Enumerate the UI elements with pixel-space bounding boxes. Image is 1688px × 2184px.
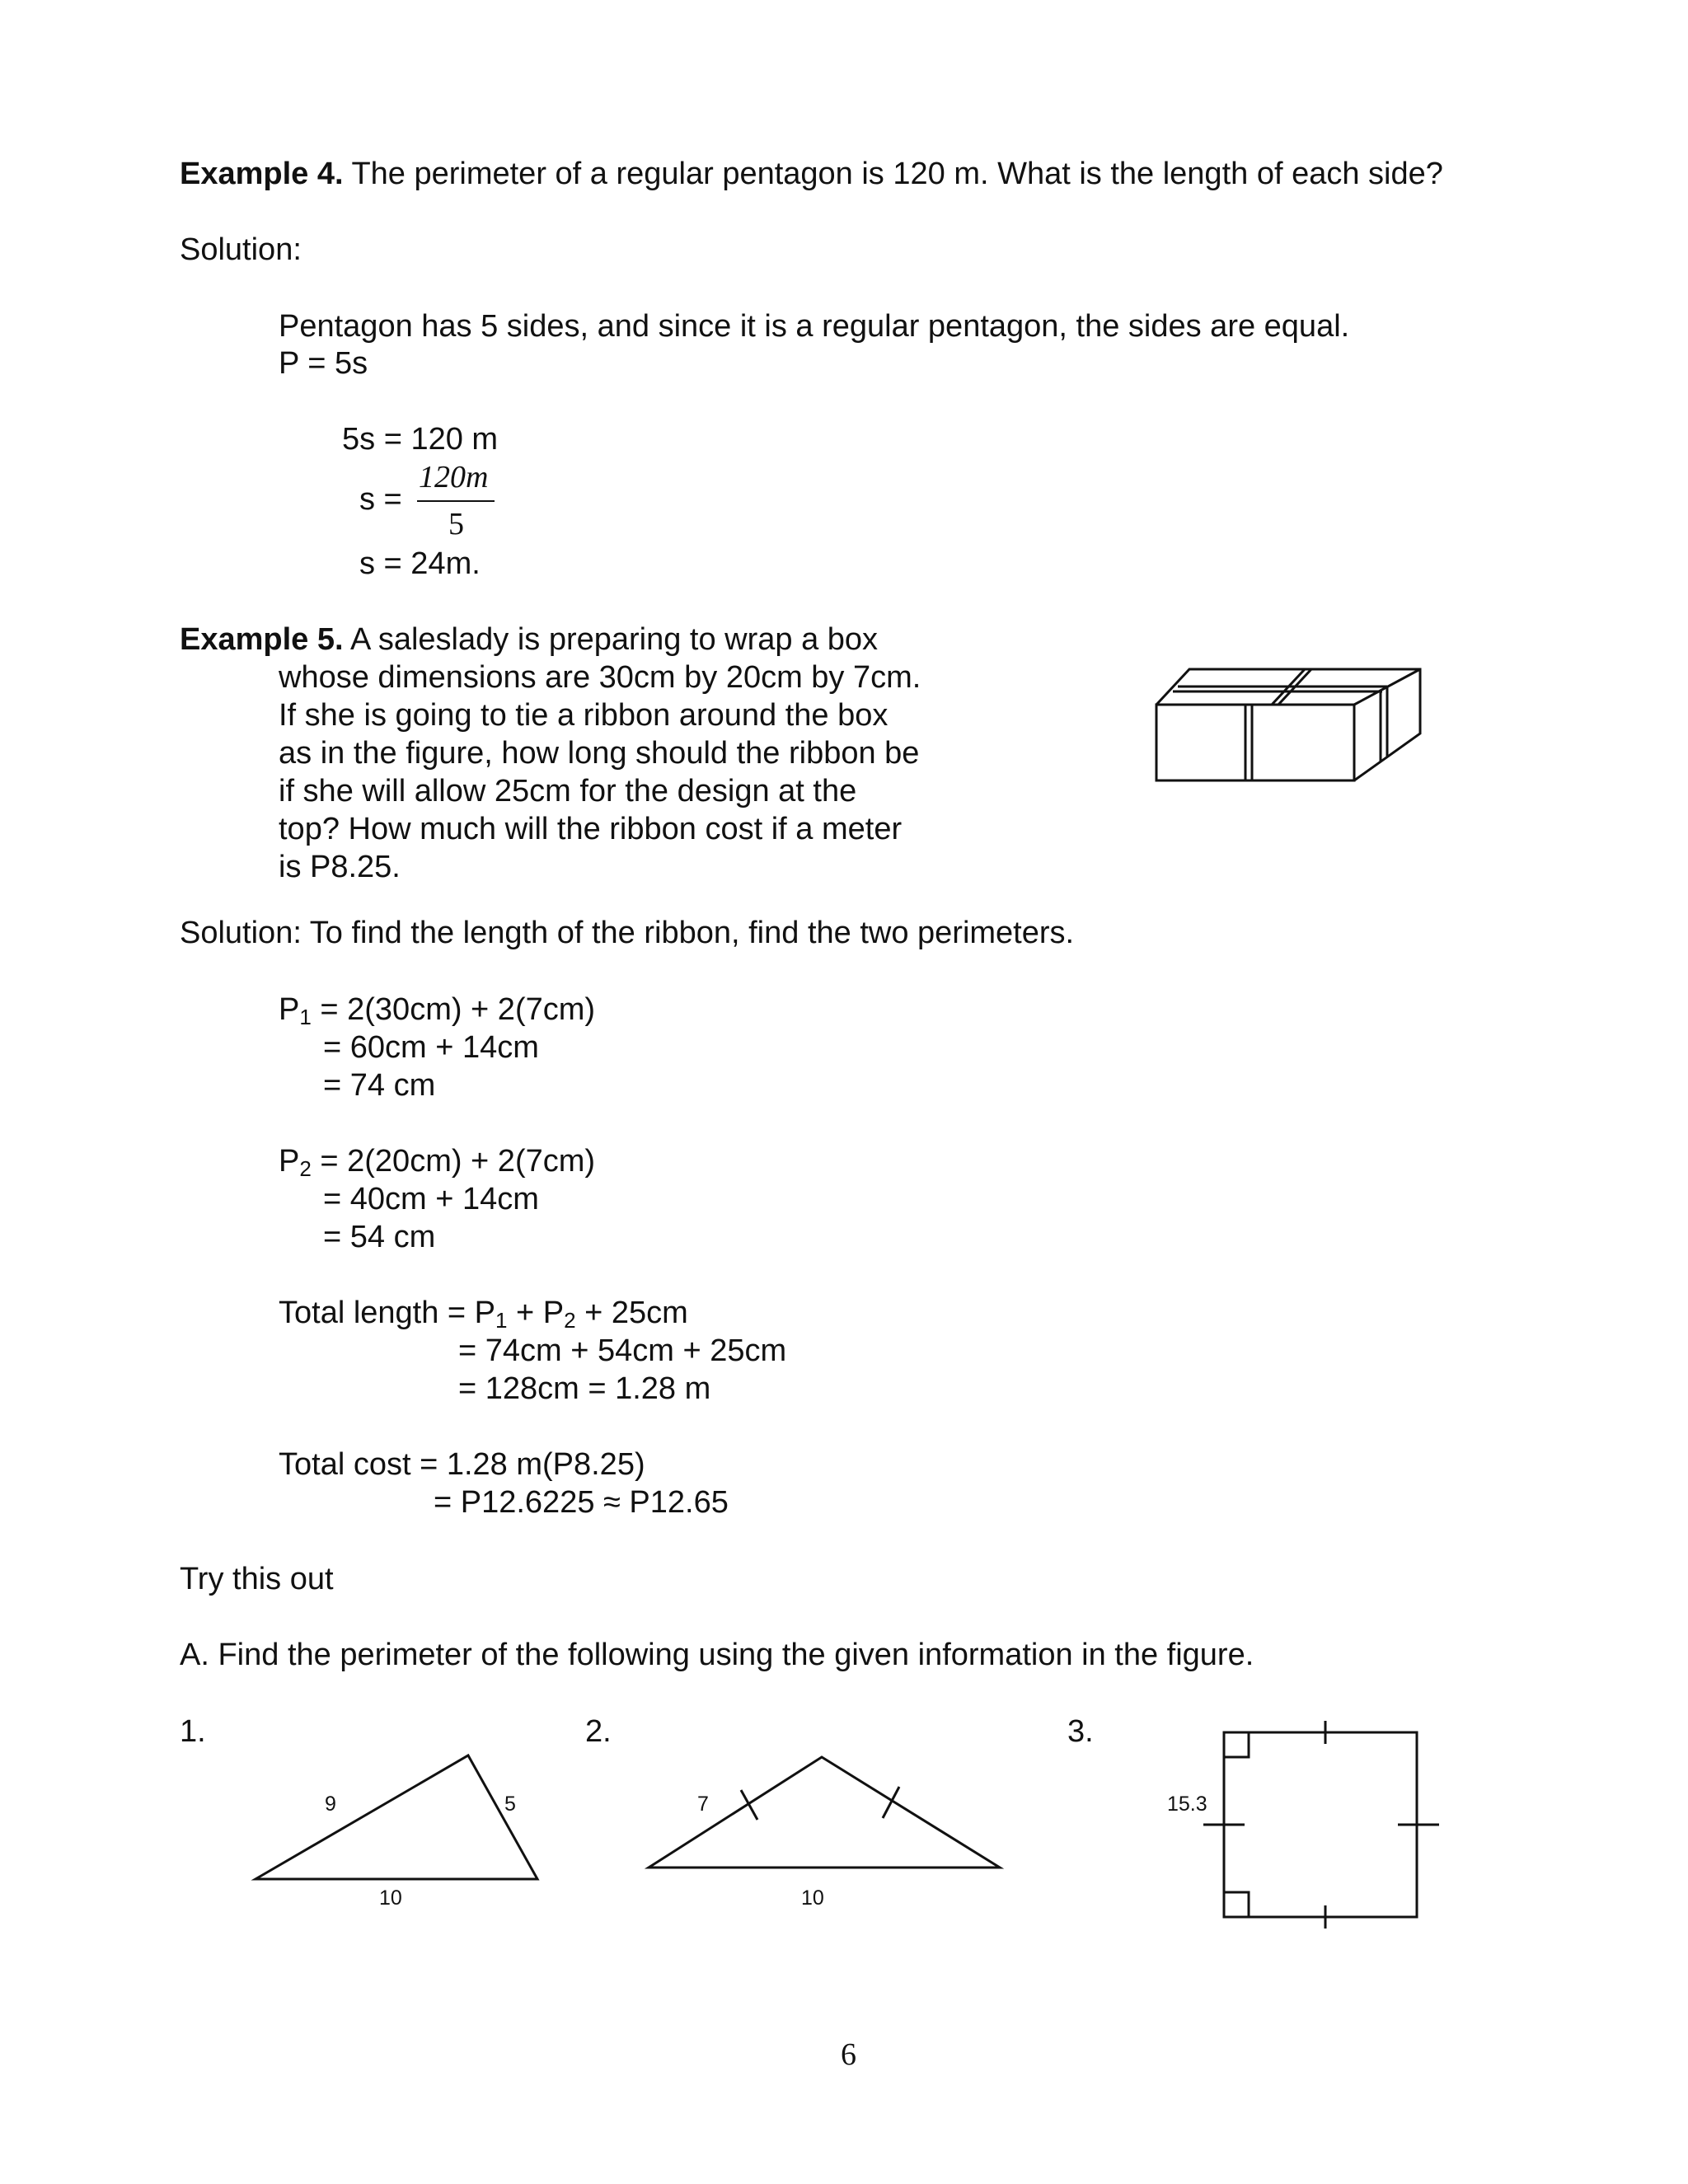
total-length-sub2: 2 xyxy=(564,1308,576,1333)
example4-solution-label: Solution: xyxy=(180,232,302,267)
figure-3-side-15-3: 15.3 xyxy=(1167,1793,1207,1816)
figure-1-side-5: 5 xyxy=(504,1793,516,1816)
ribbon-box-figure xyxy=(1150,659,1430,791)
total-length-mid: + P xyxy=(507,1296,565,1330)
example5-problem-line: If she is going to tie a ribbon around the box xyxy=(279,698,889,733)
example4-line xyxy=(180,155,1443,193)
figure-2-side-7: 7 xyxy=(697,1793,709,1816)
example4-step1: 5s = 120 m xyxy=(342,422,499,457)
page-number: 6 xyxy=(841,2037,856,2072)
total-length-suffix: + 25cm xyxy=(575,1296,688,1330)
example5-problem-line: top? How much will the ribbon cost if a meter xyxy=(279,812,903,846)
figure-2-triangle xyxy=(639,1747,1010,1879)
p1-expression: = 2(30cm) + 2(7cm) xyxy=(311,992,596,1027)
example4-step2-lhs: s = xyxy=(359,482,402,517)
example4-step3: s = 24m. xyxy=(359,546,481,581)
total-length-sub1: 1 xyxy=(495,1308,508,1333)
p2-line2: = 40cm + 14cm xyxy=(323,1182,539,1216)
example5-line-1 xyxy=(180,621,878,658)
p1-line3: = 74 cm xyxy=(323,1068,436,1103)
total-length-line2: = 74cm + 54cm + 25cm xyxy=(458,1333,787,1368)
example4-heading: Example 4. xyxy=(180,157,344,191)
p2-line3: = 54 cm xyxy=(323,1220,436,1254)
p1-line2: = 60cm + 14cm xyxy=(323,1030,539,1065)
total-length-line1 xyxy=(279,1294,688,1332)
figure-3-number: 3. xyxy=(1067,1714,1094,1749)
figure-3-square xyxy=(1195,1714,1451,1937)
p2-subscript: 2 xyxy=(299,1156,312,1181)
example5-problem-line: is P8.25. xyxy=(279,850,401,884)
p2-label: P xyxy=(279,1144,300,1179)
total-length-line3: = 128cm = 1.28 m xyxy=(458,1371,711,1406)
example4-fraction-numerator: 120m xyxy=(419,460,489,494)
p1-label: P xyxy=(279,992,300,1027)
exercise-instruction: A. Find the perimeter of the following using the given information in the figure. xyxy=(180,1638,1254,1672)
total-cost-line1: Total cost = 1.28 m(P8.25) xyxy=(279,1447,645,1482)
p1-line1 xyxy=(279,991,595,1029)
example4-fraction-denominator: 5 xyxy=(448,507,464,541)
fraction-bar xyxy=(417,500,495,502)
figure-1-side-10: 10 xyxy=(379,1886,402,1910)
example5-problem-line: A saleslady is preparing to wrap a box xyxy=(350,622,879,657)
figure-2-number: 2. xyxy=(585,1714,612,1749)
p2-line1 xyxy=(279,1142,595,1180)
example5-solution-line: Solution: To find the length of the ribbon, find the two perimeters. xyxy=(180,916,1075,950)
example5-problem-line: if she will allow 25cm for the design at the xyxy=(279,774,857,808)
example5-heading: Example 5. xyxy=(180,622,344,657)
figure-2-side-10: 10 xyxy=(801,1886,824,1910)
try-this-out-heading: Try this out xyxy=(180,1562,334,1596)
example5-problem-line: whose dimensions are 30cm by 20cm by 7cm. xyxy=(279,660,921,695)
p1-subscript: 1 xyxy=(299,1005,312,1029)
example4-explanation: Pentagon has 5 sides, and since it is a regular pentagon, the sides are equal. xyxy=(279,309,1350,344)
example4-formula: P = 5s xyxy=(279,346,368,381)
figure-1-side-9: 9 xyxy=(325,1793,336,1816)
example4-question: The perimeter of a regular pentagon is 120 m. What is the length of each side? xyxy=(351,157,1443,191)
example5-problem-line: as in the figure, how long should the ribbon be xyxy=(279,736,920,771)
figure-1-number: 1. xyxy=(180,1714,206,1749)
total-cost-line2: = P12.6225 ≈ P12.65 xyxy=(434,1485,729,1520)
total-length-prefix: Total length = P xyxy=(279,1296,496,1330)
p2-expression: = 2(20cm) + 2(7cm) xyxy=(311,1144,596,1179)
